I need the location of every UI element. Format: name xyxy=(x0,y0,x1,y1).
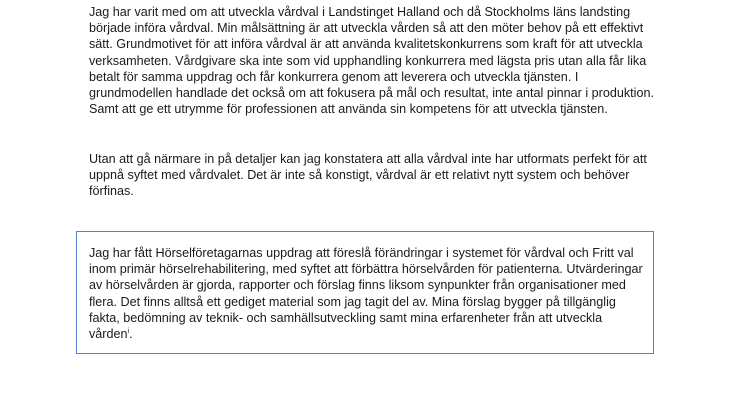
callout-paragraph xyxy=(89,245,649,342)
callout-end-punctuation: . xyxy=(129,327,133,342)
footnote-marker[interactable]: i xyxy=(127,327,130,335)
callout-box xyxy=(76,231,654,354)
body-paragraph-2: Utan att gå närmare in på detaljer kan jag konstatera att alla vårdval inte har utformats perfekt för att uppnå syftet med vårdvalet. Det är inte så konstigt, vårdval är ett relativt nytt system och behöver förfinas. xyxy=(89,152,647,199)
callout-text: Jag har fått Hörselföretagarnas uppdrag att föreslå förändringar i systemet för vårdval och Fritt val inom primär hörselrehabilitering, med syftet att förbättra hörselvården för patienterna. Utvärderingar av hörselvården är gjorda, rapporter och förslag finns liksom synpunkter från organisationer med flera. Det finns alltså ett gediget material som jag tagit del av. Mina förslag bygger på tillgänglig fakta, bedömning av teknik- och samhällsutveckling samt mina erfarenheter från att utveckla vården xyxy=(89,246,643,342)
body-paragraph-1: Jag har varit med om att utveckla vårdval i Landstinget Halland och då Stockholms läns landsting började införa vårdval. Min målsättning är att utveckla vården så att den möter behov på ett effektivt sätt. Grundmotivet för att införa vårdval är att använda kvalitetskonkurrens som kraft för att utveckla verksamheten. Vårdgivare ska inte som vid upphandling konkurrera med lägsta pris utan alla får lika betalt för samma uppdrag och får konkurrera genom att leverera och utveckla tjänsten. I grundmodellen handlade det också om att fokusera på mål och resultat, inte antal pinnar i produktion. Samt att ge ett utrymme för professionen att använda sin kompetens för att utveckla tjänsten. xyxy=(89,5,654,117)
